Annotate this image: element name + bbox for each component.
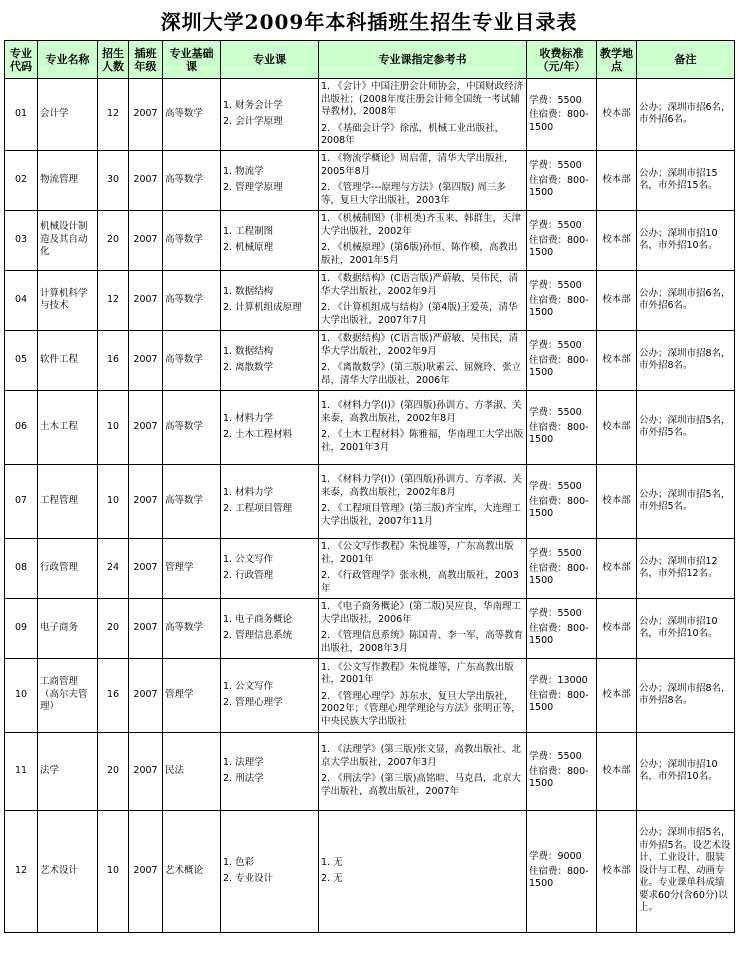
tuition-fee: 学费：9000 xyxy=(529,851,582,863)
grade: 2007 xyxy=(129,598,163,658)
ref-item: 1. 《材料力学(Ⅰ)》(第四版)孙训方、方孝淑、关来泰，高教出版社，2002年8月 xyxy=(321,400,522,424)
header-base: 专业基础课 xyxy=(163,41,221,79)
courses-cell xyxy=(221,658,319,732)
ref-item: 1. 《数据结构》(C语言版)严蔚敏、吴伟民，清华大学出版社，2002年9月 xyxy=(321,333,519,357)
refs-cell xyxy=(319,390,527,464)
quota: 30 xyxy=(98,150,129,210)
base-course: 高等数学 xyxy=(163,270,221,330)
course-item: 1. 数据结构 xyxy=(223,345,274,357)
lodging-fee: 住宿费：800-1500 xyxy=(529,622,589,647)
course-item: 2. 计算机组成原理 xyxy=(223,302,302,313)
fee-cell xyxy=(527,658,597,732)
teaching-place: 校本部 xyxy=(597,390,637,464)
base-course: 管理学 xyxy=(163,658,221,732)
grade: 2007 xyxy=(129,810,163,932)
refs-cell xyxy=(319,150,527,210)
course-item: 2. 离散数学 xyxy=(223,362,274,373)
lodging-fee: 住宿费：800-1500 xyxy=(529,562,589,587)
lodging-fee: 住宿费：800-1500 xyxy=(529,865,589,890)
header-name: 专业名称 xyxy=(38,41,98,79)
base-course: 高等数学 xyxy=(163,390,221,464)
lodging-fee: 住宿费：800-1500 xyxy=(529,294,589,319)
ref-item: 1. 《电子商务概论》(第二版)吴应良，华南理工大学出版社，2006年 xyxy=(321,601,521,625)
course-item: 2. 土木工程材料 xyxy=(223,429,293,440)
courses-cell xyxy=(221,732,319,810)
fee-cell xyxy=(527,538,597,598)
fee-cell xyxy=(527,390,597,464)
tuition-fee: 学费：5500 xyxy=(529,608,582,620)
grade: 2007 xyxy=(129,270,163,330)
base-course: 高等数学 xyxy=(163,150,221,210)
course-item: 1. 色彩 xyxy=(223,856,255,868)
major-name: 工商管理（高尔夫管理） xyxy=(38,658,98,732)
refs-cell xyxy=(319,330,527,390)
note: 公办；深圳市招12名，市外招12名。 xyxy=(637,538,735,598)
table-row xyxy=(5,79,735,151)
teaching-place: 校本部 xyxy=(597,598,637,658)
teaching-place: 校本部 xyxy=(597,270,637,330)
quota: 20 xyxy=(98,732,129,810)
course-item: 1. 公文写作 xyxy=(223,680,274,692)
header-row xyxy=(5,41,735,79)
base-course: 高等数学 xyxy=(163,464,221,538)
base-course: 高等数学 xyxy=(163,79,221,151)
header-refs: 专业课指定参考书 xyxy=(319,41,527,79)
quota: 10 xyxy=(98,390,129,464)
course-item: 2. 机械原理 xyxy=(223,242,274,253)
grade: 2007 xyxy=(129,658,163,732)
major-name: 会计学 xyxy=(38,79,98,151)
major-name: 物流管理 xyxy=(38,150,98,210)
table-row xyxy=(5,330,735,390)
base-course: 民法 xyxy=(163,732,221,810)
tuition-fee: 学费：5500 xyxy=(529,548,582,560)
ref-item: 1. 《材料力学(Ⅰ)》(第四版)孙训方、方孝淑、关来泰，高教出版社，2002年8月 xyxy=(321,474,522,498)
ref-item: 2. 《行政管理学》张永桃，高教出版社，2003年 xyxy=(321,570,519,594)
ref-item: 2. 《离散数学》(第三版)耿素云、屈婉玲、张立昂，清华大学出版社，2006年 xyxy=(321,362,521,386)
lodging-fee: 住宿费：800-1500 xyxy=(529,689,589,714)
major-code: 09 xyxy=(5,598,38,658)
ref-item: 2. 《管理心理学》苏东水，复旦大学出版社，2002年；《管理心理学理论与方法》张明正等，中央民族大学出版社 xyxy=(321,690,521,727)
teaching-place: 校本部 xyxy=(597,150,637,210)
major-code: 04 xyxy=(5,270,38,330)
major-code: 01 xyxy=(5,79,38,151)
lodging-fee: 住宿费：800-1500 xyxy=(529,495,589,520)
courses-cell xyxy=(221,79,319,151)
table-row xyxy=(5,150,735,210)
header-quota: 招生人数 xyxy=(98,41,129,79)
major-code: 03 xyxy=(5,210,38,270)
teaching-place: 校本部 xyxy=(597,732,637,810)
note: 公办；深圳市招6名，市外招6名。 xyxy=(637,270,735,330)
table-row xyxy=(5,464,735,538)
lodging-fee: 住宿费：800-1500 xyxy=(529,765,589,790)
header-code: 专业代码 xyxy=(5,41,38,79)
major-code: 11 xyxy=(5,732,38,810)
page-title: 深圳大学2009年本科插班生招生专业目录表 xyxy=(160,10,578,34)
ref-item: 2. 《刑法学》(第三版)高铭暄、马克昌，北京大学出版社，高教出版社，2007年 xyxy=(321,773,521,797)
refs-cell xyxy=(319,598,527,658)
course-item: 2. 管理学原理 xyxy=(223,182,283,193)
grade: 2007 xyxy=(129,464,163,538)
major-name: 工程管理 xyxy=(38,464,98,538)
tuition-fee: 学费：5500 xyxy=(529,751,582,763)
ref-item: 1. 《公文写作教程》朱悦雄等，广东高教出版社，2001年 xyxy=(321,661,514,686)
courses-cell xyxy=(221,390,319,464)
course-item: 1. 数据结构 xyxy=(223,285,274,297)
courses-cell xyxy=(221,598,319,658)
major-code: 08 xyxy=(5,538,38,598)
ref-item: 1. 《物流学概论》周启蕾，清华大学出版社，2005年8月 xyxy=(321,153,514,177)
courses-cell xyxy=(221,464,319,538)
refs-cell xyxy=(319,210,527,270)
quota: 24 xyxy=(98,538,129,598)
ref-item: 1. 《数据结构》(C语言版)严蔚敏、吴伟民，清华大学出版社，2002年9月 xyxy=(321,273,519,297)
refs-cell xyxy=(319,79,527,151)
course-item: 2. 工程项目管理 xyxy=(223,503,293,514)
grade: 2007 xyxy=(129,79,163,151)
major-name: 艺术设计 xyxy=(38,810,98,932)
base-course: 高等数学 xyxy=(163,210,221,270)
note: 公办；深圳市招10名，市外招10名。 xyxy=(637,732,735,810)
lodging-fee: 住宿费：800-1500 xyxy=(529,421,589,446)
fee-cell xyxy=(527,810,597,932)
base-course: 管理学 xyxy=(163,538,221,598)
header-note: 备注 xyxy=(637,41,735,79)
course-item: 2. 管理信息系统 xyxy=(223,630,293,641)
tuition-fee: 学费：5500 xyxy=(529,160,582,172)
courses-cell xyxy=(221,150,319,210)
major-name: 软件工程 xyxy=(38,330,98,390)
quota: 12 xyxy=(98,270,129,330)
major-name: 电子商务 xyxy=(38,598,98,658)
catalog-table xyxy=(4,40,735,933)
table-row xyxy=(5,658,735,732)
table-row xyxy=(5,732,735,810)
note: 公办；深圳市招15名，市外招15名。 xyxy=(637,150,735,210)
fee-cell xyxy=(527,464,597,538)
base-course: 高等数学 xyxy=(163,598,221,658)
ref-item: 2. 无 xyxy=(321,873,343,884)
ref-item: 2. 《管理信息系统》陈国青、李一军，高等教育出版社，2008年3月 xyxy=(321,630,524,654)
course-item: 2. 专业设计 xyxy=(223,873,274,884)
major-name: 法学 xyxy=(38,732,98,810)
ref-item: 2. 《机械原理》(第6版)孙恒、陈作模，高教出版社，2001年5月 xyxy=(321,242,518,266)
refs-cell xyxy=(319,810,527,932)
note: 公办；深圳市招8名，市外招8名。 xyxy=(637,330,735,390)
quota: 20 xyxy=(98,210,129,270)
course-item: 2. 管理心理学 xyxy=(223,697,283,708)
note: 公办；深圳市招8名，市外招8名。 xyxy=(637,658,735,732)
tuition-fee: 学费：5500 xyxy=(529,94,582,106)
note: 公办；深圳市招10名，市外招10名。 xyxy=(637,598,735,658)
table-row xyxy=(5,598,735,658)
ref-item: 2. 《基础会计学》徐泓，机械工业出版社，2008年 xyxy=(321,122,505,146)
tuition-fee: 学费：5500 xyxy=(529,280,582,292)
tuition-fee: 学费：5500 xyxy=(529,481,582,493)
fee-cell xyxy=(527,150,597,210)
courses-cell xyxy=(221,810,319,932)
course-item: 1. 工程制图 xyxy=(223,225,274,237)
ref-item: 2. 《土木工程材料》陈雅福，华南理工大学出版社，2001年3月 xyxy=(321,429,524,453)
lodging-fee: 住宿费：800-1500 xyxy=(529,109,589,133)
course-item: 1. 法理学 xyxy=(223,756,264,768)
teaching-place: 校本部 xyxy=(597,330,637,390)
fee-cell xyxy=(527,79,597,151)
course-item: 1. 财务会计学 xyxy=(223,99,283,111)
teaching-place: 校本部 xyxy=(597,810,637,932)
ref-item: 2. 《管理学---原理与方法》(第四版) 周三多等，复旦大学出版社，2003年 xyxy=(321,182,506,206)
fee-cell xyxy=(527,598,597,658)
course-item: 1. 物流学 xyxy=(223,165,264,177)
course-item: 1. 材料力学 xyxy=(223,486,274,498)
grade: 2007 xyxy=(129,732,163,810)
tuition-fee: 学费：5500 xyxy=(529,407,582,419)
quota: 20 xyxy=(98,598,129,658)
refs-cell xyxy=(319,538,527,598)
teaching-place: 校本部 xyxy=(597,658,637,732)
ref-item: 1. 无 xyxy=(321,856,343,868)
fee-cell xyxy=(527,330,597,390)
major-code: 12 xyxy=(5,810,38,932)
major-name: 计算机科学与技术 xyxy=(38,270,98,330)
major-code: 07 xyxy=(5,464,38,538)
courses-cell xyxy=(221,538,319,598)
ref-item: 2. 《计算机组成与结构》(第4版)王爱英，清华大学出版社，2007年7月 xyxy=(321,302,518,326)
major-name: 机械设计制造及其自动化 xyxy=(38,210,98,270)
lodging-fee: 住宿费：800-1500 xyxy=(529,174,589,199)
grade: 2007 xyxy=(129,538,163,598)
grade: 2007 xyxy=(129,150,163,210)
courses-cell xyxy=(221,330,319,390)
tuition-fee: 学费：13000 xyxy=(529,675,588,687)
major-name: 土木工程 xyxy=(38,390,98,464)
major-code: 05 xyxy=(5,330,38,390)
ref-item: 1. 《法理学》(第三版)张文显，高教出版社、北京大学出版社，2007年3月 xyxy=(321,744,521,768)
table-row xyxy=(5,538,735,598)
teaching-place: 校本部 xyxy=(597,464,637,538)
quota: 10 xyxy=(98,464,129,538)
table-row xyxy=(5,810,735,932)
header-courses: 专业课 xyxy=(221,41,319,79)
major-code: 02 xyxy=(5,150,38,210)
quota: 10 xyxy=(98,810,129,932)
refs-cell xyxy=(319,732,527,810)
note: 公办；深圳市招5名，市外招5名。 xyxy=(637,464,735,538)
courses-cell xyxy=(221,270,319,330)
header-grade: 插班年级 xyxy=(129,41,163,79)
ref-item: 1. 《机械制图》(非机类)齐玉来、韩群生，天津大学出版社，2002年 xyxy=(321,213,521,237)
tuition-fee: 学费：5500 xyxy=(529,220,582,232)
major-code: 06 xyxy=(5,390,38,464)
grade: 2007 xyxy=(129,210,163,270)
fee-cell xyxy=(527,270,597,330)
quota: 16 xyxy=(98,658,129,732)
fee-cell xyxy=(527,210,597,270)
course-item: 2. 行政管理 xyxy=(223,570,274,581)
course-item: 1. 材料力学 xyxy=(223,412,274,424)
major-name: 行政管理 xyxy=(38,538,98,598)
teaching-place: 校本部 xyxy=(597,79,637,151)
fee-cell xyxy=(527,732,597,810)
course-item: 1. 电子商务概论 xyxy=(223,613,293,625)
base-course: 高等数学 xyxy=(163,330,221,390)
course-item: 2. 会计学原理 xyxy=(223,116,283,128)
note: 公办；深圳市招10名，市外招10名。 xyxy=(637,210,735,270)
table-row xyxy=(5,210,735,270)
lodging-fee: 住宿费：800-1500 xyxy=(529,354,589,379)
courses-cell xyxy=(221,210,319,270)
grade: 2007 xyxy=(129,330,163,390)
refs-cell xyxy=(319,270,527,330)
grade: 2007 xyxy=(129,390,163,464)
refs-cell xyxy=(319,658,527,732)
tuition-fee: 学费：5500 xyxy=(529,340,582,352)
header-place: 教学地点 xyxy=(597,41,637,79)
course-item: 1. 公文写作 xyxy=(223,553,274,565)
lodging-fee: 住宿费：800-1500 xyxy=(529,234,589,259)
ref-item: 1. 《公文写作教程》朱悦雄等，广东高教出版社，2001年 xyxy=(321,541,514,565)
table-row xyxy=(5,270,735,330)
course-item: 2. 刑法学 xyxy=(223,773,264,784)
ref-item: 1. 《会计》中国注册会计师协会，中国财政经济出版社；(2008年度注册会计师全国统一考试辅导教材)，2008年 xyxy=(321,81,524,117)
ref-item: 2. 《工程项目管理》(第三版)齐宝库，大连理工大学出版社，2007年11月 xyxy=(321,503,521,527)
quota: 16 xyxy=(98,330,129,390)
note: 公办；深圳市招5名，市外招5名。 xyxy=(637,390,735,464)
note: 公办；深圳市招6名，市外招6名。 xyxy=(637,79,735,151)
note: 公办；深圳市招5名，市外招5名。设艺术设计、工业设计、服装设计与工程、动画专业。专业课单科成绩要求60分(含60分)以上。 xyxy=(637,810,735,932)
quota: 12 xyxy=(98,79,129,151)
teaching-place: 校本部 xyxy=(597,538,637,598)
refs-cell xyxy=(319,464,527,538)
base-course: 艺术概论 xyxy=(163,810,221,932)
header-fee: 收费标准（元/年） xyxy=(527,41,597,79)
teaching-place: 校本部 xyxy=(597,210,637,270)
major-code: 10 xyxy=(5,658,38,732)
table-row xyxy=(5,390,735,464)
